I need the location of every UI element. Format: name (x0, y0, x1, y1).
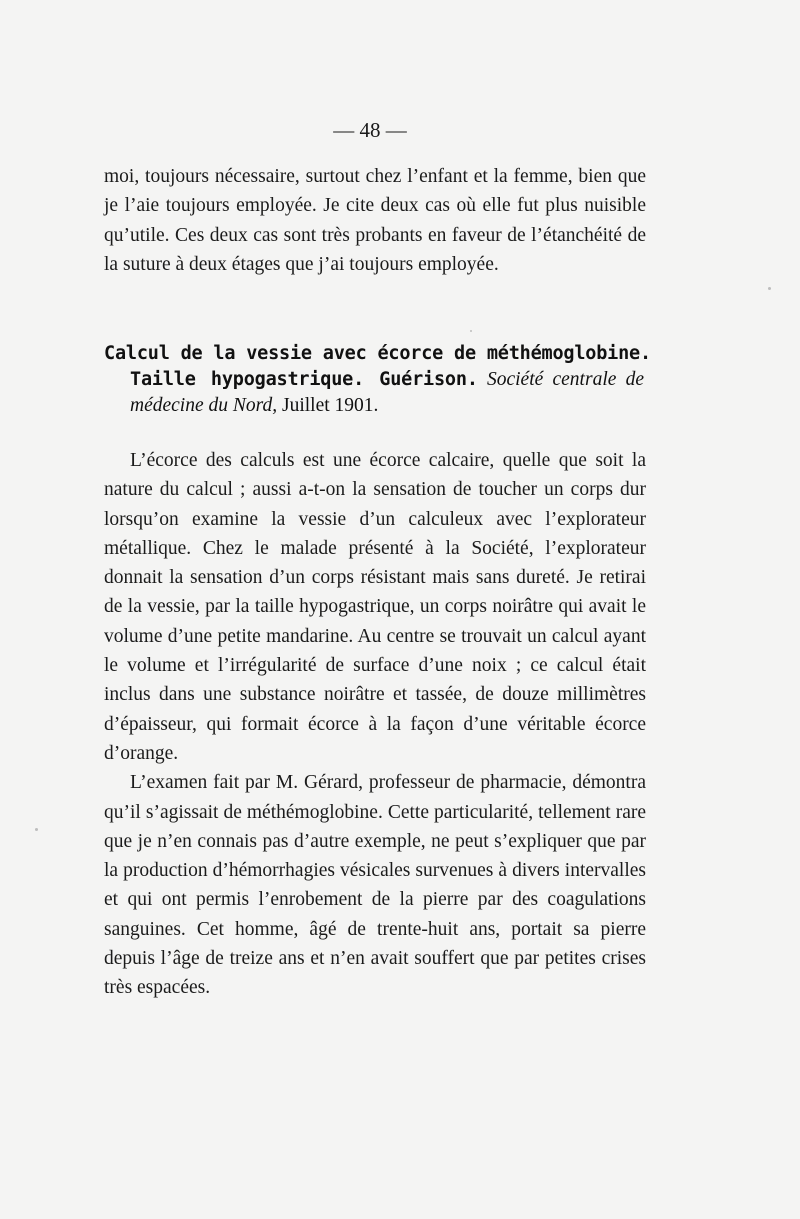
heading-date: Juillet 1901. (282, 395, 379, 416)
heading-line-2 (104, 367, 644, 393)
scan-speck (768, 287, 771, 290)
heading-source-cont: médecine du Nord, (130, 395, 278, 416)
section-heading (104, 341, 651, 419)
scan-speck (470, 330, 472, 332)
heading-subtitle: Taille hypogastrique. Guérison. (130, 369, 478, 390)
heading-title: Calcul de la vessie avec écorce de méthémoglobine. (104, 343, 651, 364)
intro-text: moi, toujours nécessaire, surtout chez l’enfant et la femme, bien que je l’aie toujours employée. Je cite deux cas où elle fut plus nuisible qu’utile. Ces deux cas sont très probants en faveur de l’étanchéité de la suture à deux étages que j’ai toujours employée. (104, 166, 646, 275)
body-paragraph-1: L’écorce des calculs est une écorce calcaire, quelle que soit la nature du calcul ; aussi a-t-on la sensation de toucher un corps dur lorsqu’on examine la vessie d’un calculeux avec l’explorateur métallique. Chez le malade présenté à la Société, l’explorateur donnait la sensation d’un corps résistant mais sans dureté. Je retirai de la vessie, par la taille hypogastrique, un corps noirâtre qui avait le volume d’une petite mandarine. Au centre se trouvait un calcul ayant le volume et l’irrégularité de surface d’une noix ; ce calcul était inclus dans une substance noirâtre et tassée, de douze millimètres d’épaisseur, qui formait écorce à la façon d’une véritable écorce d’orange. (104, 450, 646, 764)
body-text (104, 446, 646, 1003)
scan-speck (35, 828, 38, 831)
body-paragraph-2: L’examen fait par M. Gérard, professeur de pharmacie, démontra qu’il s’agissait de méthémoglobine. Cette particularité, tellement rare que je n’en connais pas d’autre exemple, ne peut s’expliquer que par la production d’hémorrhagies vésicales survenues à divers intervalles et qui ont permis l’enrobement de la pierre par des coagulations sanguines. Cet homme, âgé de trente-huit ans, portait sa pierre depuis l’âge de treize ans et n’en avait souffert que par petites crises très espacées. (104, 772, 646, 999)
heading-line-1 (104, 341, 651, 367)
page-number: — 48 — (333, 118, 407, 142)
heading-line-3 (104, 393, 644, 419)
intro-paragraph (104, 162, 646, 279)
heading-source: Société centrale de (486, 369, 645, 390)
